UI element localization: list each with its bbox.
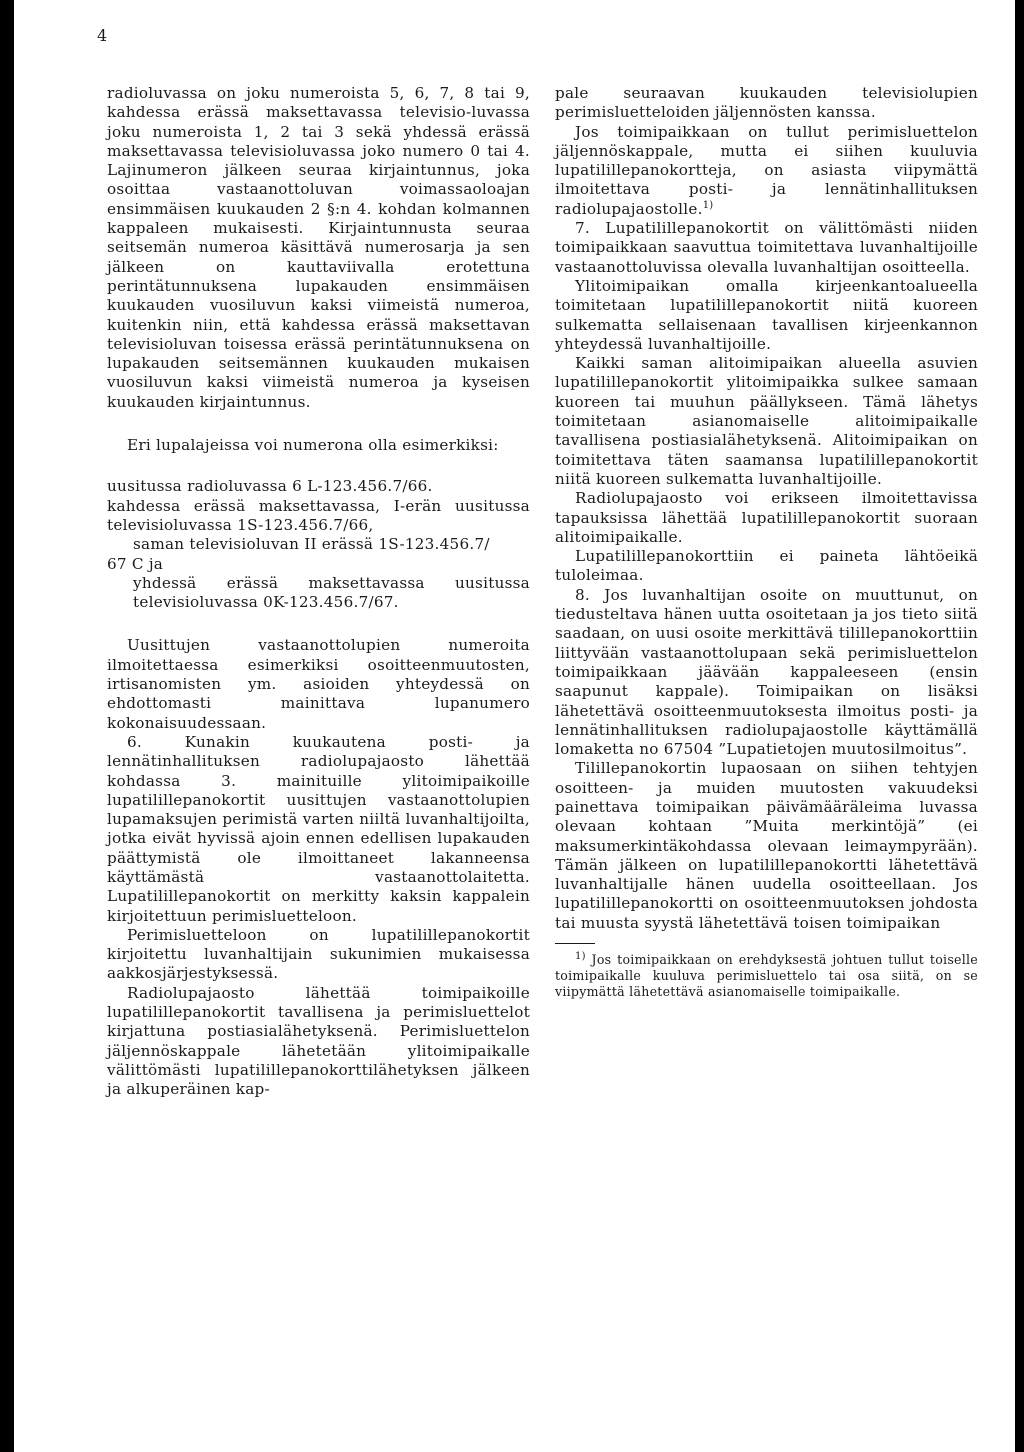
paragraph: 6. Kunakin kuukautena posti- ja lennätinhallituksen radiolupajaosto lähettää kohdassa 3. mainituille ylitoimipaikoille lupatilillepanokortit uusittujen vastaanottolupien lupamaksujen perimistä varten niiltä luvanhaltijoilta, jotka eivät hyvissä ajoin ennen edellisen lupakauden päättymistä ole ilmoittaneet lakanneensa käyttämästä vastaanottolaitetta. Lupatilillepanokortit on merkitty kaksin kappalein kirjoitettuun perimisluetteloon. <box>107 732 530 925</box>
page-number: 4 <box>97 26 108 45</box>
paragraph: Radiolupajaosto lähettää toimipaikoille lupatilillepanokortit tavallisena ja perimisluettelot kirjattuna postiasialähetyksenä. Perimisluettelon jäljennöskappale lähetetään ylitoimipaikalle välittömästi lupatilillepanokorttilähetyksen jälkeen ja alkuperäinen kap- <box>107 983 530 1099</box>
paragraph: Kaikki saman alitoimipaikan alueella asuvien lupatilillepanokortit ylitoimipaikka sulkee samaan kuoreen tai muuhun päällykseen. Tämä lähetys toimitetaan asianomaiselle alitoimipaikalle tavallisena postiasialähetyksenä. Alitoimipaikan on toimitettava täten saamansa lupatilillepanokortit niitä kuoreen sulkematta luvanhaltijoille. <box>555 354 978 488</box>
paragraph: Uusittujen vastaanottolupien numeroita ilmoitettaessa esimerkiksi osoitteenmuutosten, irtisanomisten ym. asioiden yhteydessä on ehdottomasti mainittava lupanumero kokonaisuudessaan. <box>107 636 530 732</box>
paragraph: Radiolupajaosto voi erikseen ilmoitettavissa tapauksissa lähettää lupatilillepanokortit suoraan alitoimipaikalle. <box>555 489 978 546</box>
right-column <box>555 84 978 1001</box>
paragraph: 8. Jos luvanhaltijan osoite on muuttunut, on tiedusteltava hänen uutta osoitetaan ja jos tieto siitä saadaan, on uusi osoite merkittävä tilillepanokorttiin liittyvään vastaanottolupaan sekä perimisluettelon toimipaikkaan jäävään kappaleeseen (ensin saapunut kappale). Toimipaikan on lisäksi lähetettävä osoitteenmuutoksesta ilmoitus posti- ja lennätinhallituksen radiolupajaostolle käyttämällä lomaketta no 67504 ”Lupatietojen muutosilmoitus”. <box>555 585 978 759</box>
paragraph: Eri lupalajeissa voi numerona olla esimerkiksi: <box>127 436 499 455</box>
example-line: uusitussa radioluvassa 6 L-123.456.7/66. <box>107 477 433 496</box>
left-column <box>107 84 530 1100</box>
paragraph: 7. Lupatilillepanokortit on välittömästi niiden toimipaikkaan saavuttua toimitettava luvanhaltijoille vastaanottoluvissa olevalla luvanhaltijan osoitteella. <box>555 219 978 276</box>
paragraph: Perimisluetteloon on lupatilillepanokortit kirjoitettu luvanhaltijain sukunimien mukaisessa aakkosjärjestyksessä. <box>107 925 530 983</box>
footnote <box>555 952 978 1001</box>
paragraph: Tilillepanokortin lupaosaan on siihen tehtyjen osoitteen- ja muiden muutosten vakuudeksi painettava toimipaikan päivämääräleima luvassa olevaan kohtaan ”Muita merkintöjä” (ei maksumerkintäkohdassa olevaan leimaympyrään). Tämän jälkeen on lupatilillepanokortti lähetettävä luvanhaltijalle hänen uudella osoitteellaan. Jos lupatilillepanokortti on osoitteenmuutoksen johdosta tai muusta syystä lähetettävä toisen toimipaikan <box>555 759 978 932</box>
footnote-rule <box>555 943 595 944</box>
example-line: saman televisioluvan II erässä 1S-123.456.7/ <box>133 535 490 554</box>
footnote-text: Jos toimipaikkaan on erehdyksestä johtuen tullut toiselle toimipaikalle kuuluva perimisluettelo tai osa siitä, on se viipymättä lähetettävä asianomaiselle toimipaikalle. <box>555 952 978 1000</box>
paragraph: pale seuraavan kuukauden televisiolupien perimisluetteloiden jäljennösten kanssa. <box>555 84 978 122</box>
example-line: yhdessä erässä maksettavassa uusitussa televisioluvassa 0K-123.456.7/67. <box>133 573 530 612</box>
paragraph <box>555 123 978 219</box>
scan-border-left <box>0 0 14 1452</box>
scan-border-right <box>1015 0 1024 1452</box>
paragraph-text: Jos toimipaikkaan on tullut perimisluettelon jäljennöskappale, mutta ei siihen kuuluvia lupatilillepanokortteja, on asiasta viipymättä ilmoitettava posti- ja lennätinhallituksen radiolupajaostolle. <box>555 122 978 218</box>
paragraph: radioluvassa on joku numeroista 5, 6, 7, 8 tai 9, kahdessa erässä maksettavassa televisio-luvassa joku numeroista 1, 2 tai 3 sekä yhdessä erässä maksettavassa televisioluvassa joko numero 0 tai 4. Lajinumeron jälkeen seuraa kirjaintunnus, joka osoittaa vastaanottoluvan voimassaoloajan ensimmäisen kuukauden 2 §:n 4. kohdan kolmannen kappaleen mukaisesti. Kirjaintunnusta seuraa seitsemän numeroa käsittävä numerosarja ja sen jälkeen on kauttaviivalla erotettuna perintätunnuksena lupakauden ensimmäisen kuukauden vuosiluvun kaksi viimeistä numeroa, kuitenkin niin, että kahdessa erässä maksettavan televisioluvan toisessa erässä perintätunnuksena on lupakauden seitsemännen kuukauden mukaisen vuosiluvun kaksi viimeistä numeroa ja kyseisen kuukauden kirjaintunnus. <box>107 84 530 411</box>
example-line: kahdessa erässä maksettavassa, I-erän uusitussa televisioluvassa 1S-123.456.7/66, <box>107 496 530 534</box>
paragraph: Ylitoimipaikan omalla kirjeenkantoalueella toimitetaan lupatilillepanokortit niitä kuoreen sulkematta sellaisenaan tavallisen kirjeenkannon yhteydessä luvanhaltijoille. <box>555 276 978 353</box>
example-line: 67 C ja <box>107 554 164 573</box>
footnote-mark: 1) <box>575 950 586 962</box>
footnote-reference: 1) <box>702 199 714 211</box>
example-list <box>107 477 530 612</box>
paragraph: Lupatilillepanokorttiin ei paineta lähtöeikä tuloleimaa. <box>555 547 978 585</box>
